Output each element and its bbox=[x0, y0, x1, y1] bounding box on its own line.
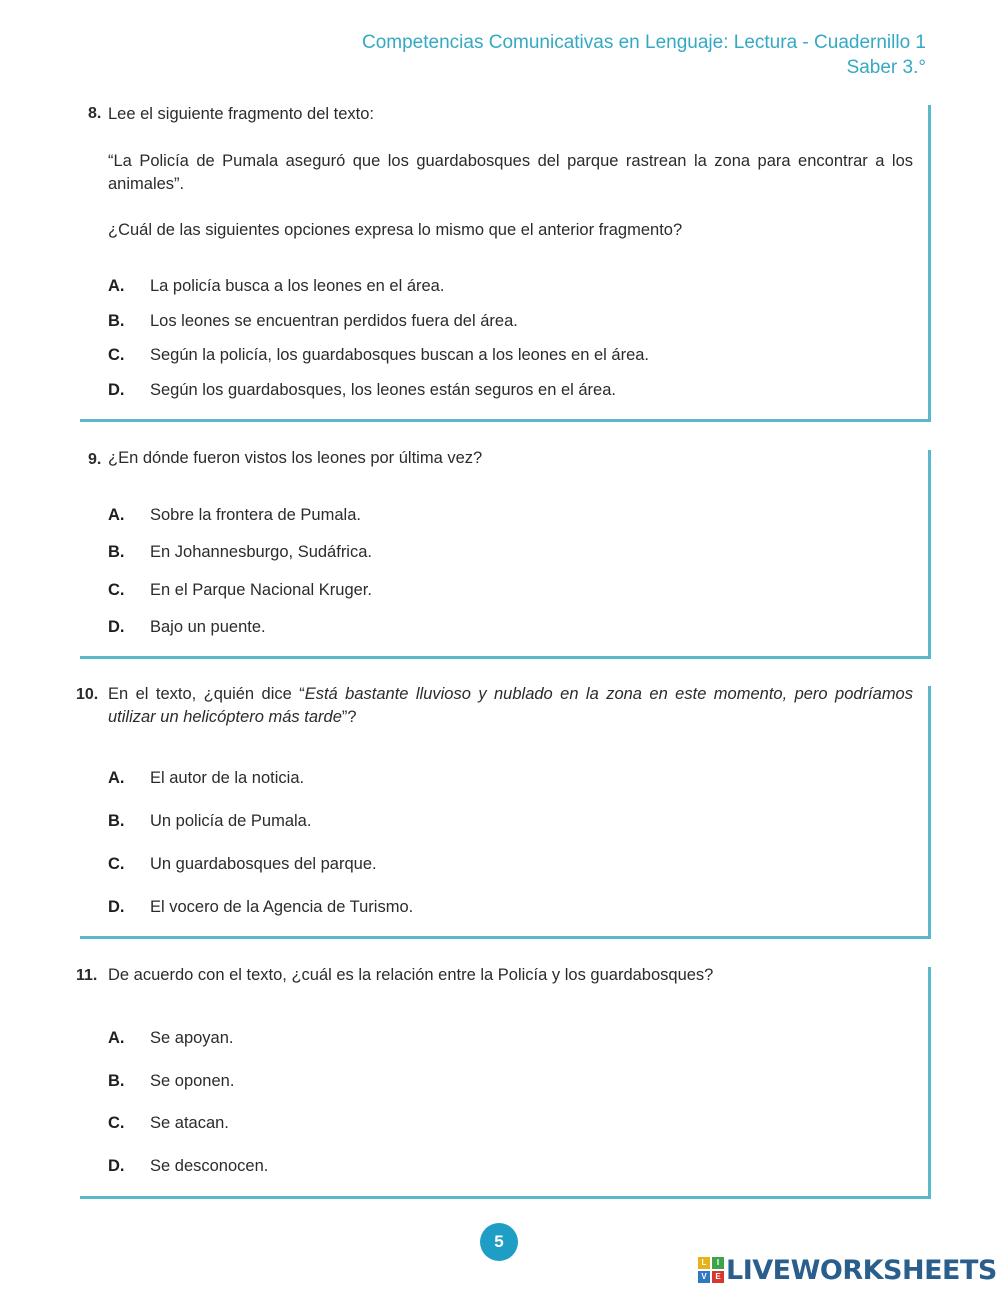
block-border-right bbox=[928, 686, 931, 939]
block-border-bottom bbox=[80, 656, 931, 659]
block-border-right bbox=[928, 450, 931, 659]
page-header bbox=[362, 30, 926, 80]
option-text: Se desconocen. bbox=[150, 1157, 269, 1175]
question-9 bbox=[80, 450, 931, 659]
option-letter: C. bbox=[108, 1114, 125, 1132]
option-d[interactable] bbox=[108, 1157, 268, 1176]
header-title: Competencias Comunicativas en Lenguaje: Lectura - Cuadernillo 1 bbox=[362, 32, 926, 53]
header-subtitle: Saber 3.° bbox=[846, 57, 926, 78]
liveworksheets-text: LIVEWORKSHEETS bbox=[726, 1254, 997, 1286]
option-text: El vocero de la Agencia de Turismo. bbox=[150, 898, 414, 916]
option-letter: D. bbox=[108, 1157, 125, 1175]
option-text: Se atacan. bbox=[150, 1114, 229, 1132]
question-11 bbox=[76, 966, 931, 1199]
option-letter: D. bbox=[108, 618, 125, 636]
option-d[interactable] bbox=[108, 898, 413, 917]
mark-letter: L bbox=[698, 1257, 710, 1269]
option-letter: B. bbox=[108, 312, 125, 330]
question-8 bbox=[80, 105, 931, 422]
prompt-quote: Está bastante lluvioso y nublado en la zona en este momento, pero podríamos utilizar un helicóptero más tarde bbox=[108, 685, 913, 726]
option-letter: C. bbox=[108, 855, 125, 873]
page-number-badge: 5 bbox=[480, 1223, 518, 1261]
option-letter: B. bbox=[108, 1072, 125, 1090]
option-text: Bajo un puente. bbox=[150, 618, 266, 636]
option-a[interactable] bbox=[108, 769, 304, 788]
question-number: 11. bbox=[76, 967, 98, 984]
option-text: Los leones se encuentran perdidos fuera del área. bbox=[150, 312, 518, 330]
option-c[interactable] bbox=[108, 346, 649, 365]
option-text: Sobre la frontera de Pumala. bbox=[150, 506, 361, 524]
block-border-right bbox=[928, 105, 931, 422]
prompt-end: ”? bbox=[341, 708, 357, 726]
option-text: La policía busca a los leones en el área. bbox=[150, 277, 445, 295]
option-a[interactable] bbox=[108, 1029, 233, 1048]
question-prompt: ¿En dónde fueron vistos los leones por última vez? bbox=[108, 449, 483, 467]
option-letter: A. bbox=[108, 769, 125, 787]
block-border-bottom bbox=[80, 419, 931, 422]
question-text: ¿Cuál de las siguientes opciones expresa lo mismo que el anterior fragmento? bbox=[108, 221, 683, 239]
question-prompt: Lee el siguiente fragmento del texto: bbox=[108, 105, 375, 123]
option-c[interactable] bbox=[108, 581, 372, 600]
question-number: 9. bbox=[88, 451, 102, 468]
option-text: El autor de la noticia. bbox=[150, 769, 305, 787]
option-text: Un policía de Pumala. bbox=[150, 812, 312, 830]
option-b[interactable] bbox=[108, 312, 518, 331]
option-d[interactable] bbox=[108, 381, 616, 400]
option-c[interactable] bbox=[108, 1114, 229, 1133]
block-border-right bbox=[928, 967, 931, 1199]
option-letter: A. bbox=[108, 506, 125, 524]
question-quote: “La Policía de Pumala aseguró que los guardabosques del parque rastrean la zona para encontrar a los animales”. bbox=[108, 152, 913, 193]
option-text: En Johannesburgo, Sudáfrica. bbox=[150, 543, 372, 561]
option-letter: B. bbox=[108, 543, 125, 561]
question-prompt bbox=[108, 683, 913, 729]
option-text: En el Parque Nacional Kruger. bbox=[150, 581, 372, 599]
option-letter: A. bbox=[108, 277, 125, 295]
mark-letter: E bbox=[712, 1271, 724, 1283]
option-letter: A. bbox=[108, 1029, 125, 1047]
option-text: Se oponen. bbox=[150, 1072, 235, 1090]
prompt-start: En el texto, ¿quién dice “ bbox=[108, 685, 305, 703]
option-letter: C. bbox=[108, 581, 125, 599]
option-letter: D. bbox=[108, 381, 125, 399]
option-letter: C. bbox=[108, 346, 125, 364]
option-letter: B. bbox=[108, 812, 125, 830]
question-10 bbox=[76, 685, 931, 939]
option-text: Se apoyan. bbox=[150, 1029, 234, 1047]
option-letter: D. bbox=[108, 898, 125, 916]
option-text: Según los guardabosques, los leones están seguros en el área. bbox=[150, 381, 616, 399]
option-c[interactable] bbox=[108, 855, 377, 874]
option-b[interactable] bbox=[108, 812, 311, 831]
option-b[interactable] bbox=[108, 1072, 234, 1091]
option-d[interactable] bbox=[108, 618, 266, 637]
mark-letter: V bbox=[698, 1271, 710, 1283]
question-number: 10. bbox=[76, 686, 99, 703]
liveworksheets-mark-icon bbox=[698, 1257, 724, 1283]
option-a[interactable] bbox=[108, 277, 444, 296]
block-border-bottom bbox=[80, 936, 931, 939]
block-border-bottom bbox=[80, 1196, 931, 1199]
question-prompt: De acuerdo con el texto, ¿cuál es la relación entre la Policía y los guardabosques? bbox=[108, 966, 714, 984]
option-text: Un guardabosques del parque. bbox=[150, 855, 377, 873]
question-number: 8. bbox=[88, 105, 102, 122]
mark-letter: I bbox=[712, 1257, 724, 1269]
option-a[interactable] bbox=[108, 506, 361, 525]
liveworksheets-logo bbox=[698, 1254, 997, 1286]
option-b[interactable] bbox=[108, 543, 372, 562]
option-text: Según la policía, los guardabosques buscan a los leones en el área. bbox=[150, 346, 650, 364]
